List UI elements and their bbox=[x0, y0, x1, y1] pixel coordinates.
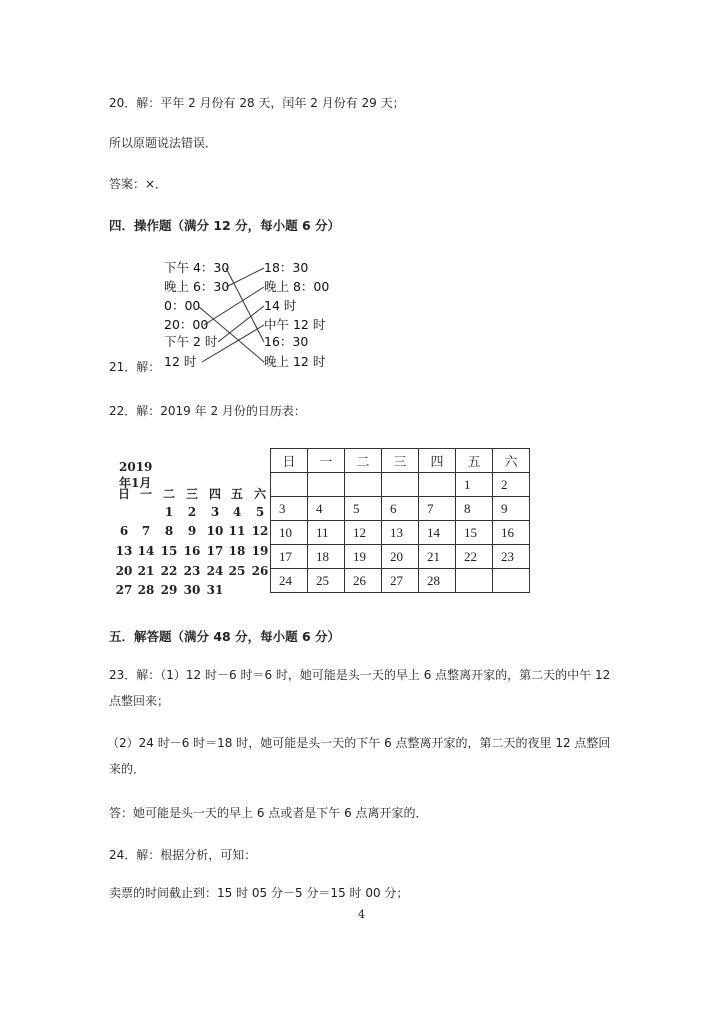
q21-prefix: 21．解： bbox=[109, 360, 161, 374]
february-day-cell: 7 bbox=[419, 497, 456, 521]
q21-right-time-0: 18：30 bbox=[264, 260, 309, 275]
february-week-row bbox=[271, 569, 530, 593]
february-day-cell: 5 bbox=[345, 497, 382, 521]
january-day-cell: 11 bbox=[228, 524, 246, 538]
january-day-cell: 17 bbox=[206, 544, 224, 558]
page-number: 4 bbox=[358, 908, 365, 921]
february-day-cell: 21 bbox=[419, 545, 456, 569]
january-weekday-header: 一 bbox=[139, 487, 152, 501]
february-weekday-header: 三 bbox=[382, 449, 419, 473]
q24-line-1: 24．解：根据分析，可知： bbox=[109, 848, 257, 862]
january-day-cell: 3 bbox=[210, 505, 220, 519]
q20-final-answer: 答案：×． bbox=[109, 177, 168, 191]
q24-line-2: 卖票的时间截止到：15 时 05 分－5 分＝15 时 00 分； bbox=[109, 886, 409, 900]
january-calendar-title: 2019年1月 bbox=[119, 460, 153, 490]
february-day-cell: 23 bbox=[493, 545, 530, 569]
february-weekday-header: 四 bbox=[419, 449, 456, 473]
january-weekday-header: 二 bbox=[162, 487, 175, 501]
january-day-cell: 30 bbox=[183, 583, 201, 597]
january-weekday-header: 三 bbox=[185, 487, 198, 501]
february-day-cell: 6 bbox=[382, 497, 419, 521]
february-day-cell: 9 bbox=[493, 497, 530, 521]
february-day-cell: 8 bbox=[456, 497, 493, 521]
january-day-cell: 29 bbox=[160, 583, 178, 597]
section-4-heading: 四．操作题（满分 12 分，每小题 6 分） bbox=[109, 218, 341, 233]
january-day-cell: 2 bbox=[187, 505, 197, 519]
february-weekday-header: 日 bbox=[271, 449, 308, 473]
february-week-row bbox=[271, 473, 530, 497]
january-day-cell: 4 bbox=[232, 505, 242, 519]
february-day-cell: 1 bbox=[456, 473, 493, 497]
q21-left-time-3: 20：00 bbox=[164, 317, 209, 332]
february-day-cell: 28 bbox=[419, 569, 456, 593]
q21-left-time-4: 下午 2 时 bbox=[164, 334, 218, 349]
january-day-cell: 15 bbox=[160, 544, 178, 558]
february-day-cell: 20 bbox=[382, 545, 419, 569]
q21-matching-diagram bbox=[160, 258, 360, 374]
january-day-cell: 28 bbox=[137, 583, 155, 597]
january-day-cell: 10 bbox=[206, 524, 224, 538]
january-day-cell: 31 bbox=[206, 583, 224, 597]
january-weekday-header: 日 bbox=[117, 487, 130, 501]
january-day-cell: 13 bbox=[115, 544, 133, 558]
january-day-cell: 8 bbox=[164, 524, 174, 538]
january-day-cell: 5 bbox=[255, 505, 265, 519]
february-day-cell: 22 bbox=[456, 545, 493, 569]
q21-right-time-1: 晚上 8：00 bbox=[264, 279, 330, 294]
q23-answer: 答：她可能是头一天的早上 6 点或者是下午 6 点离开家的． bbox=[109, 806, 428, 820]
february-day-cell: 12 bbox=[345, 521, 382, 545]
january-day-cell: 25 bbox=[228, 564, 246, 578]
january-day-cell: 1 bbox=[164, 505, 174, 519]
february-week-row bbox=[271, 497, 530, 521]
february-day-cell: 19 bbox=[345, 545, 382, 569]
q21-right-time-4: 16：30 bbox=[264, 334, 309, 349]
january-day-cell: 26 bbox=[251, 564, 269, 578]
february-day-cell bbox=[382, 473, 419, 497]
january-day-cell: 21 bbox=[137, 564, 155, 578]
february-day-cell bbox=[493, 569, 530, 593]
february-day-cell: 14 bbox=[419, 521, 456, 545]
february-day-cell: 16 bbox=[493, 521, 530, 545]
january-day-cell: 27 bbox=[115, 583, 133, 597]
january-day-cell: 23 bbox=[183, 564, 201, 578]
february-day-cell: 13 bbox=[382, 521, 419, 545]
february-day-cell bbox=[271, 473, 308, 497]
february-header-row bbox=[271, 449, 530, 473]
january-day-cell: 6 bbox=[119, 524, 129, 538]
q21-right-time-2: 14 时 bbox=[264, 298, 297, 313]
february-weekday-header: 一 bbox=[308, 449, 345, 473]
january-weekday-header: 六 bbox=[253, 487, 266, 501]
february-day-cell: 3 bbox=[271, 497, 308, 521]
february-day-cell: 26 bbox=[345, 569, 382, 593]
february-weekday-header: 六 bbox=[493, 449, 530, 473]
january-day-cell: 20 bbox=[115, 564, 133, 578]
february-week-row bbox=[271, 521, 530, 545]
february-day-cell: 27 bbox=[382, 569, 419, 593]
february-day-cell: 4 bbox=[308, 497, 345, 521]
february-2019-calendar-table bbox=[270, 448, 530, 593]
q20-answer-line: 20．解：平年 2 月份有 28 天，闰年 2 月份有 29 天； bbox=[109, 96, 405, 110]
january-day-cell: 19 bbox=[251, 544, 269, 558]
january-day-cell: 9 bbox=[187, 524, 197, 538]
q21-right-time-3: 中午 12 时 bbox=[264, 317, 326, 332]
january-day-cell: 18 bbox=[228, 544, 246, 558]
january-day-cell: 14 bbox=[137, 544, 155, 558]
february-day-cell: 2 bbox=[493, 473, 530, 497]
january-day-cell: 16 bbox=[183, 544, 201, 558]
q21-left-time-5: 12 时 bbox=[164, 354, 197, 369]
february-day-cell: 18 bbox=[308, 545, 345, 569]
february-day-cell: 10 bbox=[271, 521, 308, 545]
february-weekday-header: 二 bbox=[345, 449, 382, 473]
february-day-cell: 11 bbox=[308, 521, 345, 545]
january-weekday-header: 四 bbox=[208, 487, 221, 501]
january-day-cell: 12 bbox=[251, 524, 269, 538]
q21-left-time-2: 0：00 bbox=[164, 298, 201, 313]
february-day-cell bbox=[456, 569, 493, 593]
q21-left-time-0: 下午 4：30 bbox=[164, 260, 230, 275]
q23-line-3: （2）24 时－6 时＝18 时，她可能是头一天的下午 6 点整离开家的，第二天的夜里 12 点整回 bbox=[107, 736, 611, 750]
february-weekday-header: 五 bbox=[456, 449, 493, 473]
february-day-cell bbox=[308, 473, 345, 497]
february-day-cell: 25 bbox=[308, 569, 345, 593]
q21-left-time-1: 晚上 6：30 bbox=[164, 279, 230, 294]
february-day-cell: 17 bbox=[271, 545, 308, 569]
q23-line-1: 23．解：（1）12 时－6 时＝6 时，她可能是头一天的早上 6 点整离开家的，第二天的中午 12 bbox=[109, 668, 611, 682]
february-day-cell: 15 bbox=[456, 521, 493, 545]
february-day-cell: 24 bbox=[271, 569, 308, 593]
february-day-cell bbox=[419, 473, 456, 497]
q23-line-4: 来的． bbox=[109, 762, 146, 776]
february-week-row bbox=[271, 545, 530, 569]
january-day-cell: 7 bbox=[141, 524, 151, 538]
january-day-cell: 22 bbox=[160, 564, 178, 578]
january-day-cell: 24 bbox=[206, 564, 224, 578]
q23-line-2: 点整回来； bbox=[109, 694, 170, 708]
q22-intro: 22．解：2019 年 2 月份的日历表： bbox=[109, 404, 306, 418]
q20-conclusion: 所以原题说法错误． bbox=[109, 136, 218, 150]
january-weekday-header: 五 bbox=[230, 487, 243, 501]
february-day-cell bbox=[345, 473, 382, 497]
section-5-heading: 五．解答题（满分 48 分，每小题 6 分） bbox=[109, 629, 341, 644]
q21-connector-line-1 bbox=[226, 268, 264, 287]
q21-right-time-5: 晚上 12 时 bbox=[264, 354, 326, 369]
